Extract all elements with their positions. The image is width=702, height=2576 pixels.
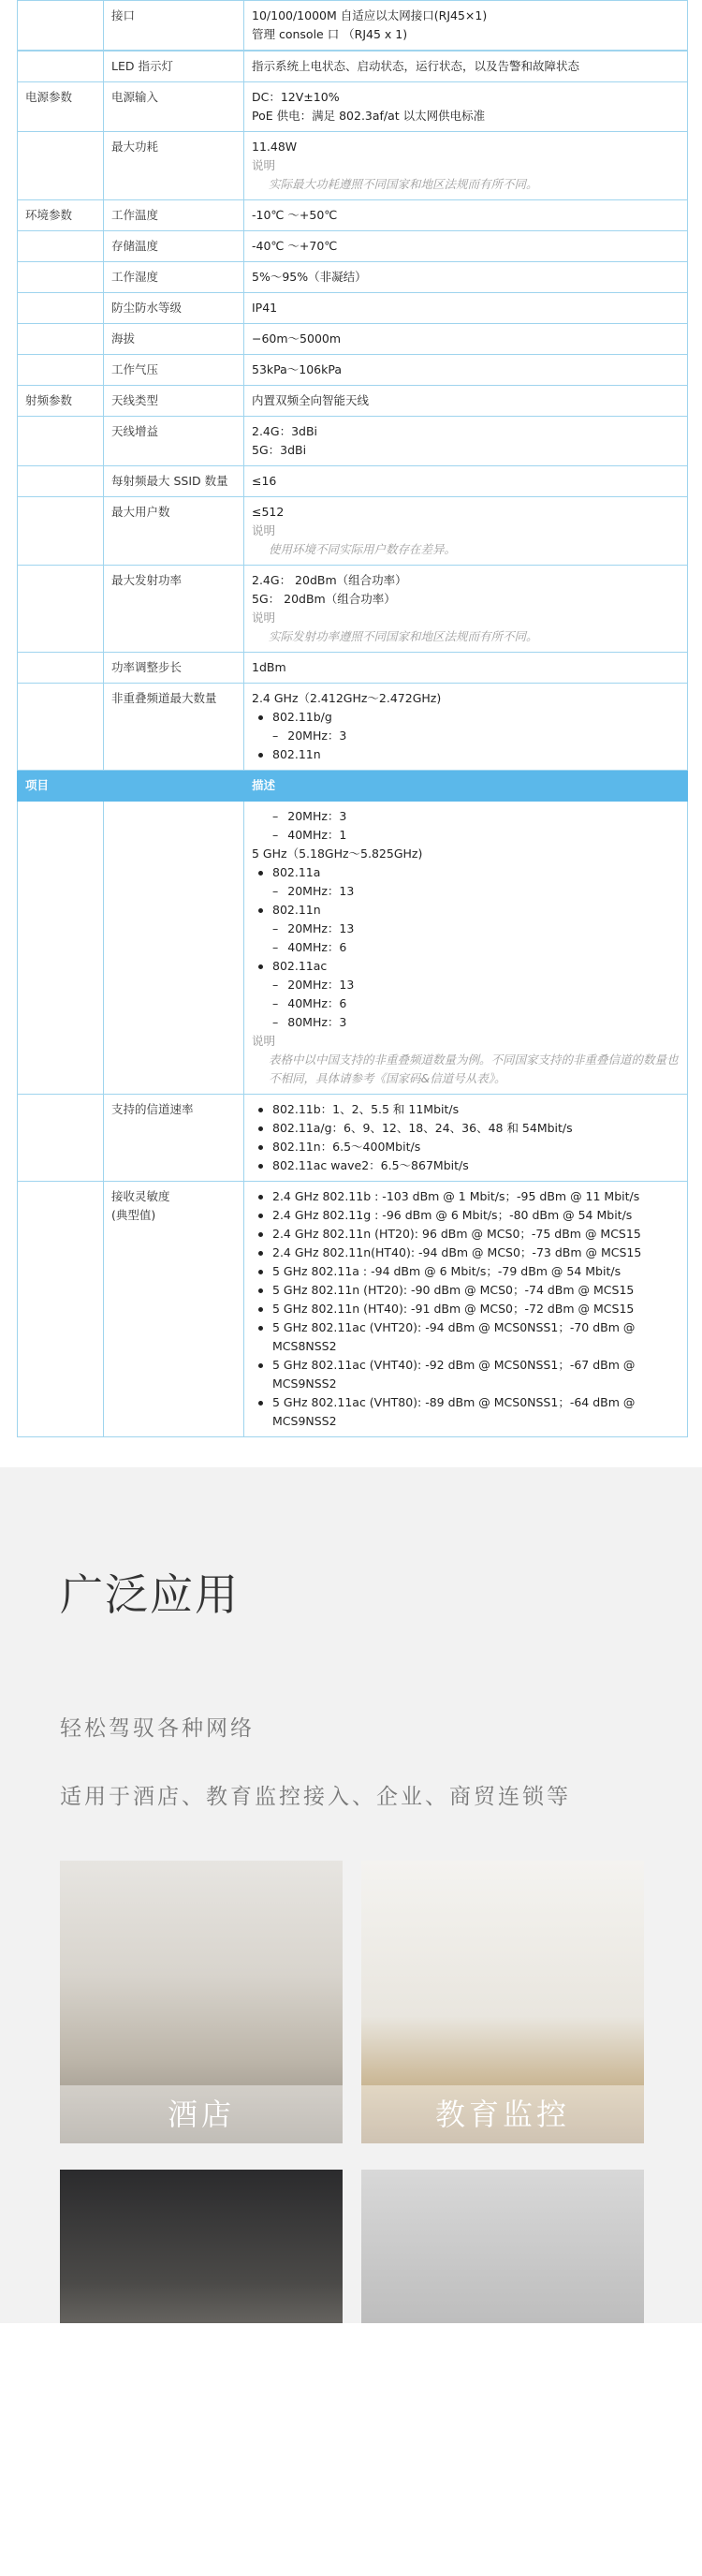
category-label [18, 566, 104, 653]
category-label [18, 653, 104, 684]
spec-table [17, 0, 688, 51]
item-label: 工作温度 [104, 200, 244, 231]
category-label [18, 355, 104, 386]
table-row [18, 802, 688, 1095]
tile-caption: 酒店 [60, 2085, 343, 2143]
item-value: -40℃ ～+70℃ [244, 231, 688, 262]
item-label: 非重叠频道最大数量 [104, 684, 244, 771]
item-value: 内置双频全向智能天线 [244, 386, 688, 417]
category-label [18, 324, 104, 355]
section-subtitle: 轻松驾驭各种网络 [60, 1716, 255, 1741]
table-row [18, 324, 688, 355]
category-label: 射频参数 [18, 386, 104, 417]
table-row [18, 262, 688, 293]
note-heading: 说明 [252, 523, 276, 537]
category-label [18, 132, 104, 200]
category-label [18, 497, 104, 566]
table-row [18, 1182, 688, 1437]
table-row [18, 1095, 688, 1182]
table-row [18, 355, 688, 386]
category-label [18, 466, 104, 497]
table-row [18, 132, 688, 200]
note-heading: 说明 [252, 611, 276, 625]
item-label: 电源输入 [104, 82, 244, 132]
item-value: 5%～95%（非凝结） [244, 262, 688, 293]
item-value: -10℃ ～+50℃ [244, 200, 688, 231]
applications-section [0, 1467, 702, 2323]
note-text: 使用环境不同实际用户数存在差异。 [269, 542, 457, 556]
item-value: 802.11b：1、2、5.5 和 11Mbit/s 802.11a/g：6、9、12、18、24、36、48 和 54Mbit/s 802.11n：6.5～400Mbit/s 802.11ac wave2：6.5～867Mbit/s [244, 1095, 688, 1182]
item-value: ≤16 [244, 466, 688, 497]
note-heading: 说明 [252, 1034, 276, 1048]
section-description: 适用于酒店、教育监控接入、企业、商贸连锁等 [60, 1785, 571, 1809]
tile-caption: 教育监控 [361, 2085, 644, 2143]
table-row [18, 684, 688, 771]
spec-table-continued [17, 51, 688, 1437]
table-row [18, 231, 688, 262]
item-value: IP41 [244, 293, 688, 324]
category-label [18, 262, 104, 293]
item-value: DC：12V±10% PoE 供电：满足 802.3af/at 以太网供电标准 [244, 82, 688, 132]
category-label: 环境参数 [18, 200, 104, 231]
item-label: 海拔 [104, 324, 244, 355]
header-item: 项目 [18, 771, 104, 802]
item-label: LED 指示灯 [104, 52, 244, 82]
item-value: −60m～5000m [244, 324, 688, 355]
table-row [18, 82, 688, 132]
application-tile-office [60, 2170, 343, 2323]
table-row [18, 653, 688, 684]
category-label: 电源参数 [18, 82, 104, 132]
item-label: 接收灵敏度 (典型值) [104, 1182, 244, 1437]
note-text: 实际发射功率遵照不同国家和地区法规而有所不同。 [269, 629, 538, 643]
item-value: 10/100/1000M 自适应以太网接口(RJ45×1) 管理 console 口 （RJ45 x 1) [244, 1, 688, 51]
note-text: 表格中以中国支持的非重叠频道数量为例。不同国家支持的非重叠信道的数量也不相同，具体请参考《国家码&信道号从表》。 [269, 1052, 679, 1085]
item-value: – 20MHz：3 – 40MHz：1 5 GHz（5.18GHz～5.825GHz) 802.11a – 20MHz：13 802.11n – 20MHz：13 – 40MHz：6 802.11ac – 20MHz：13 – 40MHz：6 – 80MHz：3 说明 表格中以中国支持的非重叠频道数量为例。不同国家支持的非重叠信道的数量也不相同，具体请参考《国家码&信道号从表》。 [244, 802, 688, 1095]
category-label [18, 231, 104, 262]
item-label: 功率调整步长 [104, 653, 244, 684]
item-value: 53kPa～106kPa [244, 355, 688, 386]
item-label: 最大用户数 [104, 497, 244, 566]
item-value: 11.48W 说明 实际最大功耗遵照不同国家和地区法规而有所不同。 [244, 132, 688, 200]
item-label: 防尘防水等级 [104, 293, 244, 324]
table-row [18, 466, 688, 497]
item-value: 1dBm [244, 653, 688, 684]
table-row [18, 200, 688, 231]
item-label: 工作气压 [104, 355, 244, 386]
category-label [18, 417, 104, 466]
item-value: 指示系统上电状态、启动状态，运行状态，以及告警和故障状态 [244, 52, 688, 82]
table-row [18, 386, 688, 417]
note-heading: 说明 [252, 158, 276, 172]
item-value: 2.4G： 20dBm（组合功率） 5G： 20dBm（组合功率） 说明 实际发射功率遵照不同国家和地区法规而有所不同。 [244, 566, 688, 653]
item-label: 天线增益 [104, 417, 244, 466]
item-label: 最大功耗 [104, 132, 244, 200]
table-row [18, 417, 688, 466]
application-tile-education [361, 1861, 644, 2143]
table-row [18, 566, 688, 653]
item-label: 天线类型 [104, 386, 244, 417]
item-label: 工作湿度 [104, 262, 244, 293]
table-row [18, 52, 688, 82]
item-label: 支持的信道速率 [104, 1095, 244, 1182]
item-value: 2.4G：3dBi 5G：3dBi [244, 417, 688, 466]
application-tile-hotel [60, 1861, 343, 2143]
item-label: 每射频最大 SSID 数量 [104, 466, 244, 497]
item-value: 2.4 GHz 802.11b : -103 dBm @ 1 Mbit/s；-95 dBm @ 11 Mbit/s 2.4 GHz 802.11g : -96 dBm @ 6 Mbit/s；-80 dBm @ 54 Mbit/s 2.4 GHz 802.11n (HT20): 96 dBm @ MCS0；-75 dBm @ MCS15 2.4 GHz 802.11n(HT40): -94 dBm @ MCS0；-73 dBm @ MCS15 5 GHz 802.11a : -94 dBm @ 6 Mbit/s；-79 dBm @ 54 Mbit/s 5 GHz 802.11n (HT20): -90 dBm @ MCS0；-74 dBm @ MCS15 5 GHz 802.11n (HT40): -91 dBm @ MCS0；-72 dBm @ MCS15 5 GHz 802.11ac (VHT20): -94 dBm @ MCS0NSS1；-70 dBm @ MCS8NSS2 5 GHz 802.11ac (VHT40): -92 dBm @ MCS0NSS1；-67 dBm @ MCS9NSS2 5 GHz 802.11ac (VHT80): -89 dBm @ MCS0NSS1；-64 dBm @ MCS9NSS2 [244, 1182, 688, 1437]
table-row [18, 497, 688, 566]
section-title: 广泛应用 [60, 1569, 240, 1620]
item-value: 2.4 GHz（2.412GHz～2.472GHz) 802.11b/g – 20MHz：3 802.11n [244, 684, 688, 771]
application-tile-mall [361, 2170, 644, 2323]
item-label: 接口 [104, 1, 244, 51]
item-value: ≤512 说明 使用环境不同实际用户数存在差异。 [244, 497, 688, 566]
note-text: 实际最大功耗遵照不同国家和地区法规而有所不同。 [269, 177, 538, 191]
category-label [18, 293, 104, 324]
item-label: 存储温度 [104, 231, 244, 262]
table-header-row [18, 771, 688, 802]
table-row [18, 293, 688, 324]
table-row [18, 1, 688, 51]
item-label: 最大发射功率 [104, 566, 244, 653]
header-description: 描述 [244, 771, 688, 802]
application-grid [60, 1861, 702, 2323]
category-label [18, 52, 104, 82]
